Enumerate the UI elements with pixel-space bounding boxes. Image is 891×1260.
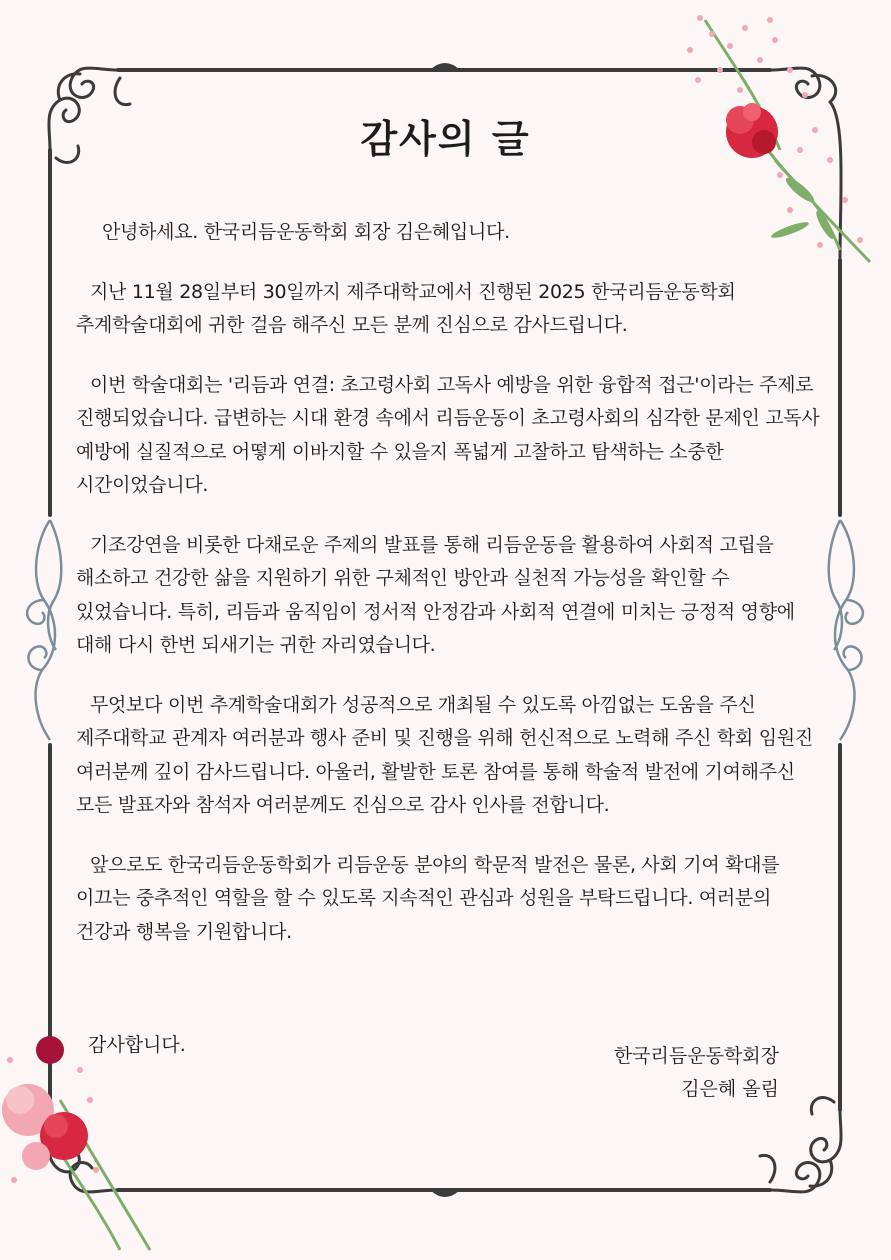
paragraph-presentations: 기조강연을 비롯한 다채로운 주제의 발표를 통해 리듬운동을 활용하여 사회적 고립을 해소하고 건강한 삶을 지원하기 위한 구체적인 방안과 실천적 가능성을 확인할 수 있었습니다. 특히, 리듬과 움직임이 정서적 안정감과 사회적 연결에 미치는 긍정적 영향에 대해 다시 한번 되새기는 귀한 자리였습니다.: [76, 533, 795, 656]
corner-flourish-bottom-left: [49, 1120, 118, 1192]
signature-name: 김은혜 올림: [681, 1078, 779, 1100]
corner-flourish-bottom-right: [760, 1098, 841, 1192]
paragraph-greeting: 안녕하세요. 한국리듬운동학회 회장 김은혜입니다.: [102, 221, 510, 243]
paragraph-thanks: 지난 11월 28일부터 30일까지 제주대학교에서 진행된 2025 한국리듬운동학회 추계학술대회에 귀한 걸음 해주신 모든 분께 진심으로 감사드립니다.: [76, 280, 736, 336]
letter-body: [76, 216, 820, 975]
paragraph-future: 앞으로도 한국리듬운동학회가 리듬운동 분야의 학문적 발전은 물론, 사회 기여 확대를 이끄는 중추적인 역할을 할 수 있도록 지속적인 관심과 성원을 부탁드립니다. 여러분의 건강과 행복을 기원합니다.: [76, 853, 780, 943]
closing-remark: 감사합니다.: [88, 1034, 186, 1056]
carnation-bouquet-bottom-left: [2, 1036, 150, 1250]
scroll-ornament-left: [27, 520, 61, 740]
signature-title: 한국리듬운동학회장: [613, 1045, 779, 1067]
page-title: 감사의 글: [360, 117, 531, 161]
paragraph-theme: 이번 학술대회는 '리듬과 연결: 초고령사회 고독사 예방을 위한 융합적 접근'이라는 주제로 진행되었습니다. 급변하는 시대 환경 속에서 리듬운동이 초고령사회의 심각한 문제인 고독사 예방에 실질적으로 어떻게 이바지할 수 있을지 폭넓게 고찰하고 탐색하는 소중한 시간이었습니다.: [76, 373, 820, 496]
signature-block: [614, 1040, 779, 1106]
paragraph-acknowledgements: 무엇보다 이번 추계학술대회가 성공적으로 개최될 수 있도록 아낌없는 도움을 주신 제주대학교 관계자 여러분과 행사 준비 및 진행을 위해 헌신적으로 노력해 주신 학회 임원진 여러분께 깊이 감사드립니다. 아울러, 활발한 토론 참여를 통해 학술적 발전에 기여해주신 모든 발표자와 참석자 여러분께도 진심으로 감사 인사를 전합니다.: [76, 693, 813, 816]
scroll-ornament-right: [829, 520, 863, 740]
